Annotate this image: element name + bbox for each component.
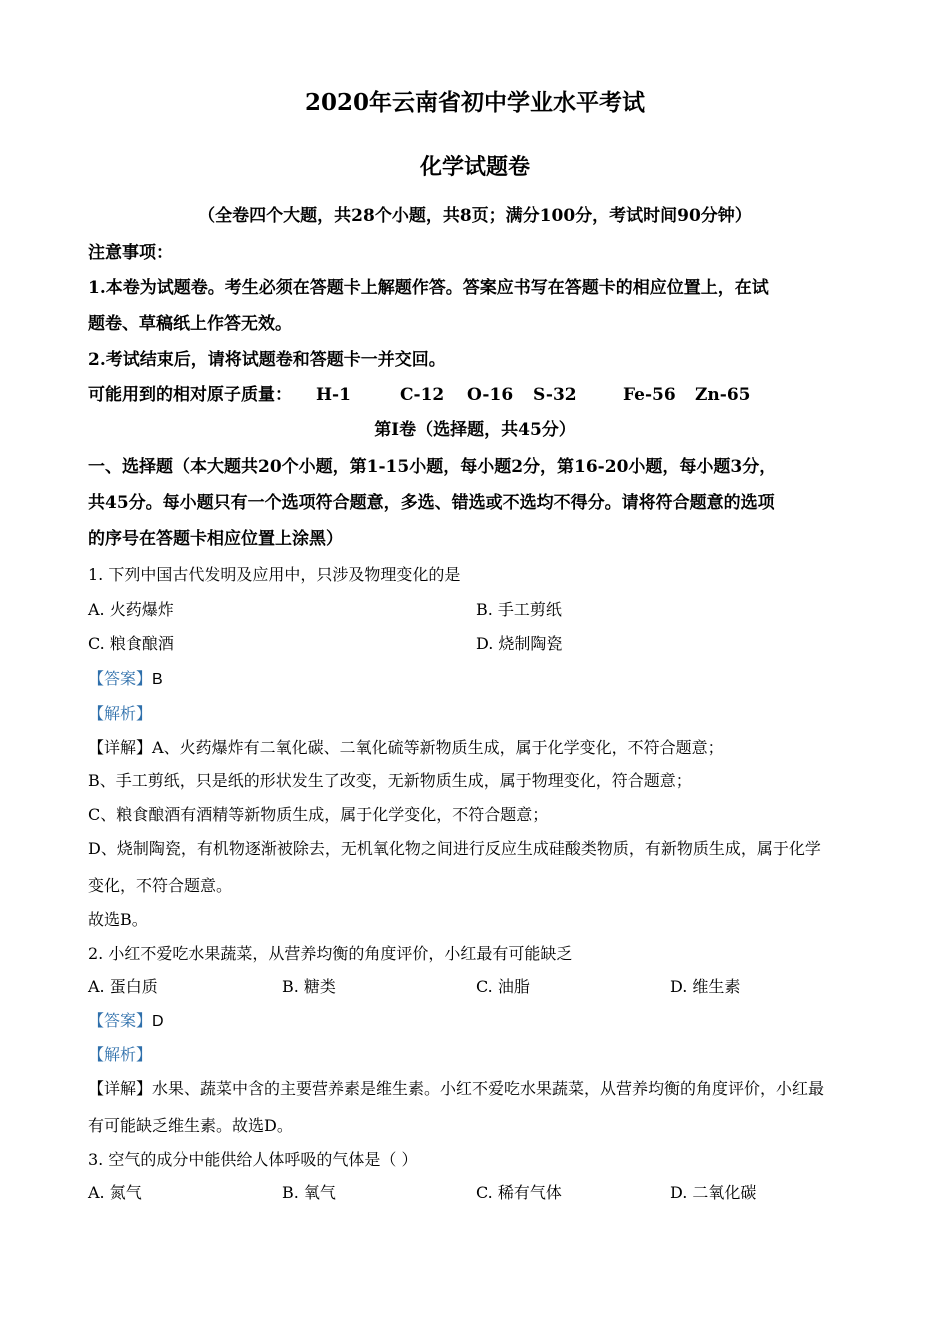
question-1-detail-4-line-1: D、烧制陶瓷，有机物逐渐被除去，无机氧化物之间进行反应生成硅酸类物质，有新物质生成，属于化学: [88, 839, 821, 858]
question-3-option-c: C. 稀有气体: [476, 1183, 562, 1202]
question-2-answer: [88, 1010, 164, 1033]
question-1-conclusion: 故选B。: [88, 910, 148, 929]
detail-label: 【详解】: [88, 738, 153, 757]
question-1-stem: 1. 下列中国古代发明及应用中，只涉及物理变化的是: [88, 565, 461, 584]
question-2-stem: 2. 小红不爱吃水果蔬菜，从营养均衡的角度评价，小红最有可能缺乏: [88, 944, 573, 963]
question-3-option-b: B. 氧气: [282, 1183, 336, 1202]
exam-info: （全卷四个大题，共28个小题，共8页；满分100分，考试时间90分钟）: [198, 206, 752, 226]
question-1-option-a: A. 火药爆炸: [88, 600, 174, 619]
question-2-option-d: D. 维生素: [670, 977, 741, 996]
question-3-option-d: D. 二氧化碳: [670, 1183, 757, 1202]
atomic-mass-o: O-16: [467, 385, 514, 405]
answer-label: 【答案】: [88, 1011, 153, 1030]
question-3-option-a: A. 氮气: [88, 1183, 142, 1202]
section-instructions-line-2: 共45分。每小题只有一个选项符合题意，多选、错选或不选均不得分。请将符合题意的选项: [88, 493, 775, 513]
atomic-mass-s: S-32: [533, 385, 577, 405]
atomic-mass-h: H-1: [316, 385, 351, 405]
question-2-option-a: A. 蛋白质: [88, 977, 158, 996]
atomic-mass-c: C-12: [400, 385, 445, 405]
question-2-option-b: B. 糖类: [282, 977, 336, 996]
notice-item-2: 2.考试结束后，请将试题卷和答题卡一并交回。: [88, 350, 446, 370]
notice-item-1-line-2: 题卷、草稿纸上作答无效。: [88, 314, 292, 334]
question-1-option-b: B. 手工剪纸: [476, 600, 562, 619]
question-1-detail-3: C、粮食酿酒有酒精等新物质生成，属于化学变化，不符合题意；: [88, 805, 549, 824]
question-2-option-c: C. 油脂: [476, 977, 530, 996]
detail-text: 水果、蔬菜中含的主要营养素是维生素。小红不爱吃水果蔬菜，从营养均衡的角度评价，小红最: [152, 1079, 825, 1098]
question-1-option-c: C. 粮食酿酒: [88, 634, 174, 653]
question-1-detail-1: [88, 737, 724, 759]
answer-value: D: [152, 1013, 164, 1030]
detail-label: 【详解】: [88, 1079, 153, 1098]
question-1-detail-2: B、手工剪纸，只是纸的形状发生了改变，无新物质生成，属于物理变化，符合题意；: [88, 771, 692, 790]
detail-text: A、火药爆炸有二氧化碳、二氧化硫等新物质生成，属于化学变化，不符合题意；: [152, 738, 724, 757]
question-1-analysis-label: 【解析】: [88, 704, 153, 723]
exam-title: 2020年云南省初中学业水平考试: [304, 89, 645, 116]
question-2-analysis-label: 【解析】: [88, 1045, 153, 1064]
section-instructions-line-3: 的序号在答题卡相应位置上涂黑）: [88, 529, 343, 549]
notice-heading: 注意事项：: [88, 243, 173, 263]
question-3-stem: 3. 空气的成分中能供给人体呼吸的气体是（ ）: [88, 1150, 418, 1169]
section-instructions-line-1: 一、选择题（本大题共20个小题，第1-15小题，每小题2分，第16-20小题，每小题3分，: [88, 457, 777, 477]
question-1-answer: [88, 668, 163, 691]
question-1-detail-4-line-2: 变化，不符合题意。: [88, 876, 233, 895]
part-1-heading: 第Ⅰ卷（选择题，共45分）: [374, 420, 576, 440]
question-2-detail-line-1: [88, 1078, 824, 1100]
atomic-mass-fe: Fe-56: [623, 385, 676, 405]
atomic-mass-label: 可能用到的相对原子质量：: [88, 385, 292, 405]
exam-subtitle: 化学试题卷: [419, 154, 530, 180]
atomic-mass-zn: Zn-65: [695, 385, 751, 405]
answer-value: B: [152, 671, 163, 688]
question-2-detail-line-2: 有可能缺乏维生素。故选D。: [88, 1116, 293, 1135]
answer-label: 【答案】: [88, 669, 153, 688]
notice-item-1-line-1: 1.本卷为试题卷。考生必须在答题卡上解题作答。答案应书写在答题卡的相应位置上，在试: [88, 278, 769, 298]
question-1-option-d: D. 烧制陶瓷: [476, 634, 563, 653]
